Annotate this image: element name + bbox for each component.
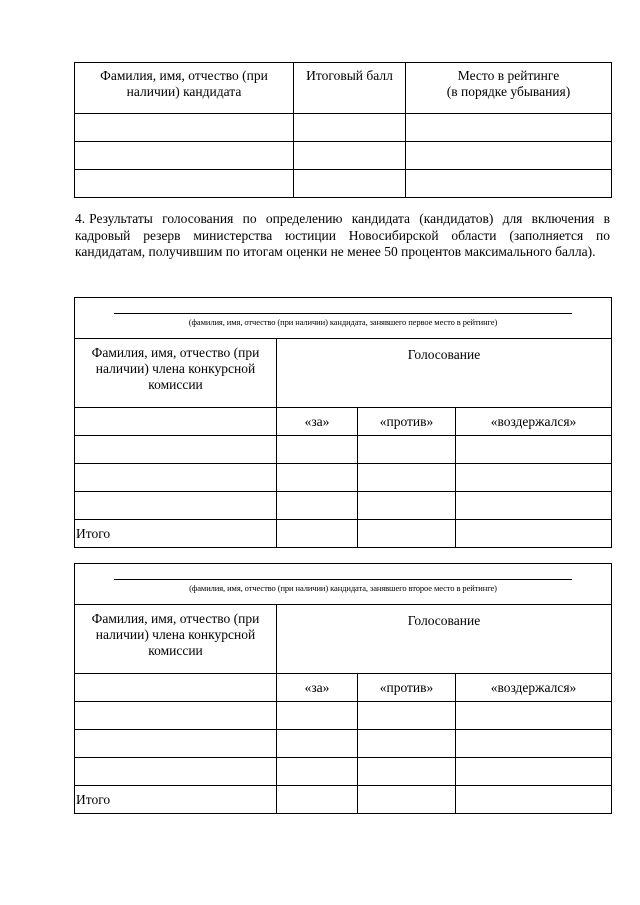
table-cell[interactable] bbox=[277, 436, 358, 464]
table-cell[interactable] bbox=[277, 758, 358, 786]
column-for: «за» bbox=[277, 408, 358, 436]
table-cell[interactable] bbox=[406, 142, 612, 170]
table-row bbox=[75, 114, 612, 142]
total-row bbox=[75, 786, 612, 814]
header-commission-member: Фамилия, имя, отчество (при наличии) члена конкурсной комиссии bbox=[75, 605, 277, 674]
header-rating-place: Место в рейтинге (в порядке убывания) bbox=[406, 63, 612, 114]
table-cell[interactable] bbox=[294, 114, 406, 142]
total-row bbox=[75, 520, 612, 548]
table-cell[interactable] bbox=[406, 170, 612, 198]
table-cell[interactable] bbox=[277, 730, 358, 758]
table-cell[interactable] bbox=[456, 758, 612, 786]
candidate-row bbox=[75, 564, 612, 605]
table-cell[interactable] bbox=[75, 436, 277, 464]
table-cell[interactable] bbox=[75, 758, 277, 786]
total-label: Итого bbox=[75, 786, 277, 814]
table-cell[interactable] bbox=[358, 464, 456, 492]
table-cell[interactable] bbox=[294, 142, 406, 170]
header-voting: Голосование bbox=[277, 339, 612, 408]
column-abstained: «воздержался» bbox=[456, 674, 612, 702]
voting-header-row bbox=[75, 605, 612, 674]
table-cell[interactable] bbox=[75, 702, 277, 730]
candidate-row bbox=[75, 298, 612, 339]
table-cell[interactable] bbox=[75, 492, 277, 520]
table-cell[interactable] bbox=[358, 520, 456, 548]
voting-table-first-place bbox=[74, 297, 612, 548]
vote-columns-row bbox=[75, 408, 612, 436]
table-row bbox=[75, 464, 612, 492]
header-voting: Голосование bbox=[277, 605, 612, 674]
table-cell[interactable] bbox=[75, 464, 277, 492]
header-final-score: Итоговый балл bbox=[294, 63, 406, 114]
section-text: Результаты голосования по определению кандидата (кандидатов) для включения в кадровый резерв министерства юстиции Новосибирской области (заполняется по кандидатам, получившим по итогам оценки не менее 50 процентов максимального балла). bbox=[75, 211, 610, 259]
column-against: «против» bbox=[358, 408, 456, 436]
table-header-row bbox=[75, 63, 612, 114]
header-commission-member: Фамилия, имя, отчество (при наличии) члена конкурсной комиссии bbox=[75, 339, 277, 408]
table-cell[interactable] bbox=[456, 702, 612, 730]
table-cell[interactable] bbox=[75, 170, 294, 198]
table-cell bbox=[75, 408, 277, 436]
table-row bbox=[75, 436, 612, 464]
table-cell[interactable] bbox=[358, 730, 456, 758]
table-cell[interactable] bbox=[456, 436, 612, 464]
table-cell[interactable] bbox=[456, 730, 612, 758]
candidate-name-line bbox=[114, 579, 572, 580]
table-cell[interactable] bbox=[456, 464, 612, 492]
table-cell[interactable] bbox=[358, 702, 456, 730]
table-cell[interactable] bbox=[456, 492, 612, 520]
table-cell[interactable] bbox=[358, 492, 456, 520]
table-row bbox=[75, 492, 612, 520]
table-cell[interactable] bbox=[277, 786, 358, 814]
candidate-name-cell[interactable] bbox=[75, 298, 612, 339]
table-cell[interactable] bbox=[75, 142, 294, 170]
table-row bbox=[75, 170, 612, 198]
table-cell[interactable] bbox=[75, 114, 294, 142]
table-cell[interactable] bbox=[358, 786, 456, 814]
column-for: «за» bbox=[277, 674, 358, 702]
header-candidate-name: Фамилия, имя, отчество (при наличии) кандидата bbox=[75, 63, 294, 114]
table-row bbox=[75, 758, 612, 786]
candidate-name-line bbox=[114, 313, 572, 314]
table-cell[interactable] bbox=[277, 492, 358, 520]
voting-table-second-place bbox=[74, 563, 612, 814]
table-cell[interactable] bbox=[294, 170, 406, 198]
table-row bbox=[75, 730, 612, 758]
table-cell[interactable] bbox=[277, 464, 358, 492]
column-abstained: «воздержался» bbox=[456, 408, 612, 436]
table-cell[interactable] bbox=[277, 702, 358, 730]
table-cell[interactable] bbox=[456, 520, 612, 548]
table-cell bbox=[75, 674, 277, 702]
table-row bbox=[75, 702, 612, 730]
column-against: «против» bbox=[358, 674, 456, 702]
section-4-paragraph bbox=[75, 211, 610, 261]
candidate-caption: (фамилия, имя, отчество (при наличии) кандидата, занявшего второе место в рейтинге) bbox=[189, 583, 497, 593]
total-label: Итого bbox=[75, 520, 277, 548]
table-row bbox=[75, 142, 612, 170]
table-cell[interactable] bbox=[358, 758, 456, 786]
section-number: 4. bbox=[75, 211, 86, 226]
vote-columns-row bbox=[75, 674, 612, 702]
table-cell[interactable] bbox=[358, 436, 456, 464]
table-cell[interactable] bbox=[277, 520, 358, 548]
candidate-results-table bbox=[74, 62, 612, 198]
table-cell[interactable] bbox=[75, 730, 277, 758]
table-cell[interactable] bbox=[406, 114, 612, 142]
voting-header-row bbox=[75, 339, 612, 408]
candidate-caption: (фамилия, имя, отчество (при наличии) кандидата, занявшего первое место в рейтинге) bbox=[188, 317, 498, 327]
table-cell[interactable] bbox=[456, 786, 612, 814]
candidate-name-cell[interactable] bbox=[75, 564, 612, 605]
